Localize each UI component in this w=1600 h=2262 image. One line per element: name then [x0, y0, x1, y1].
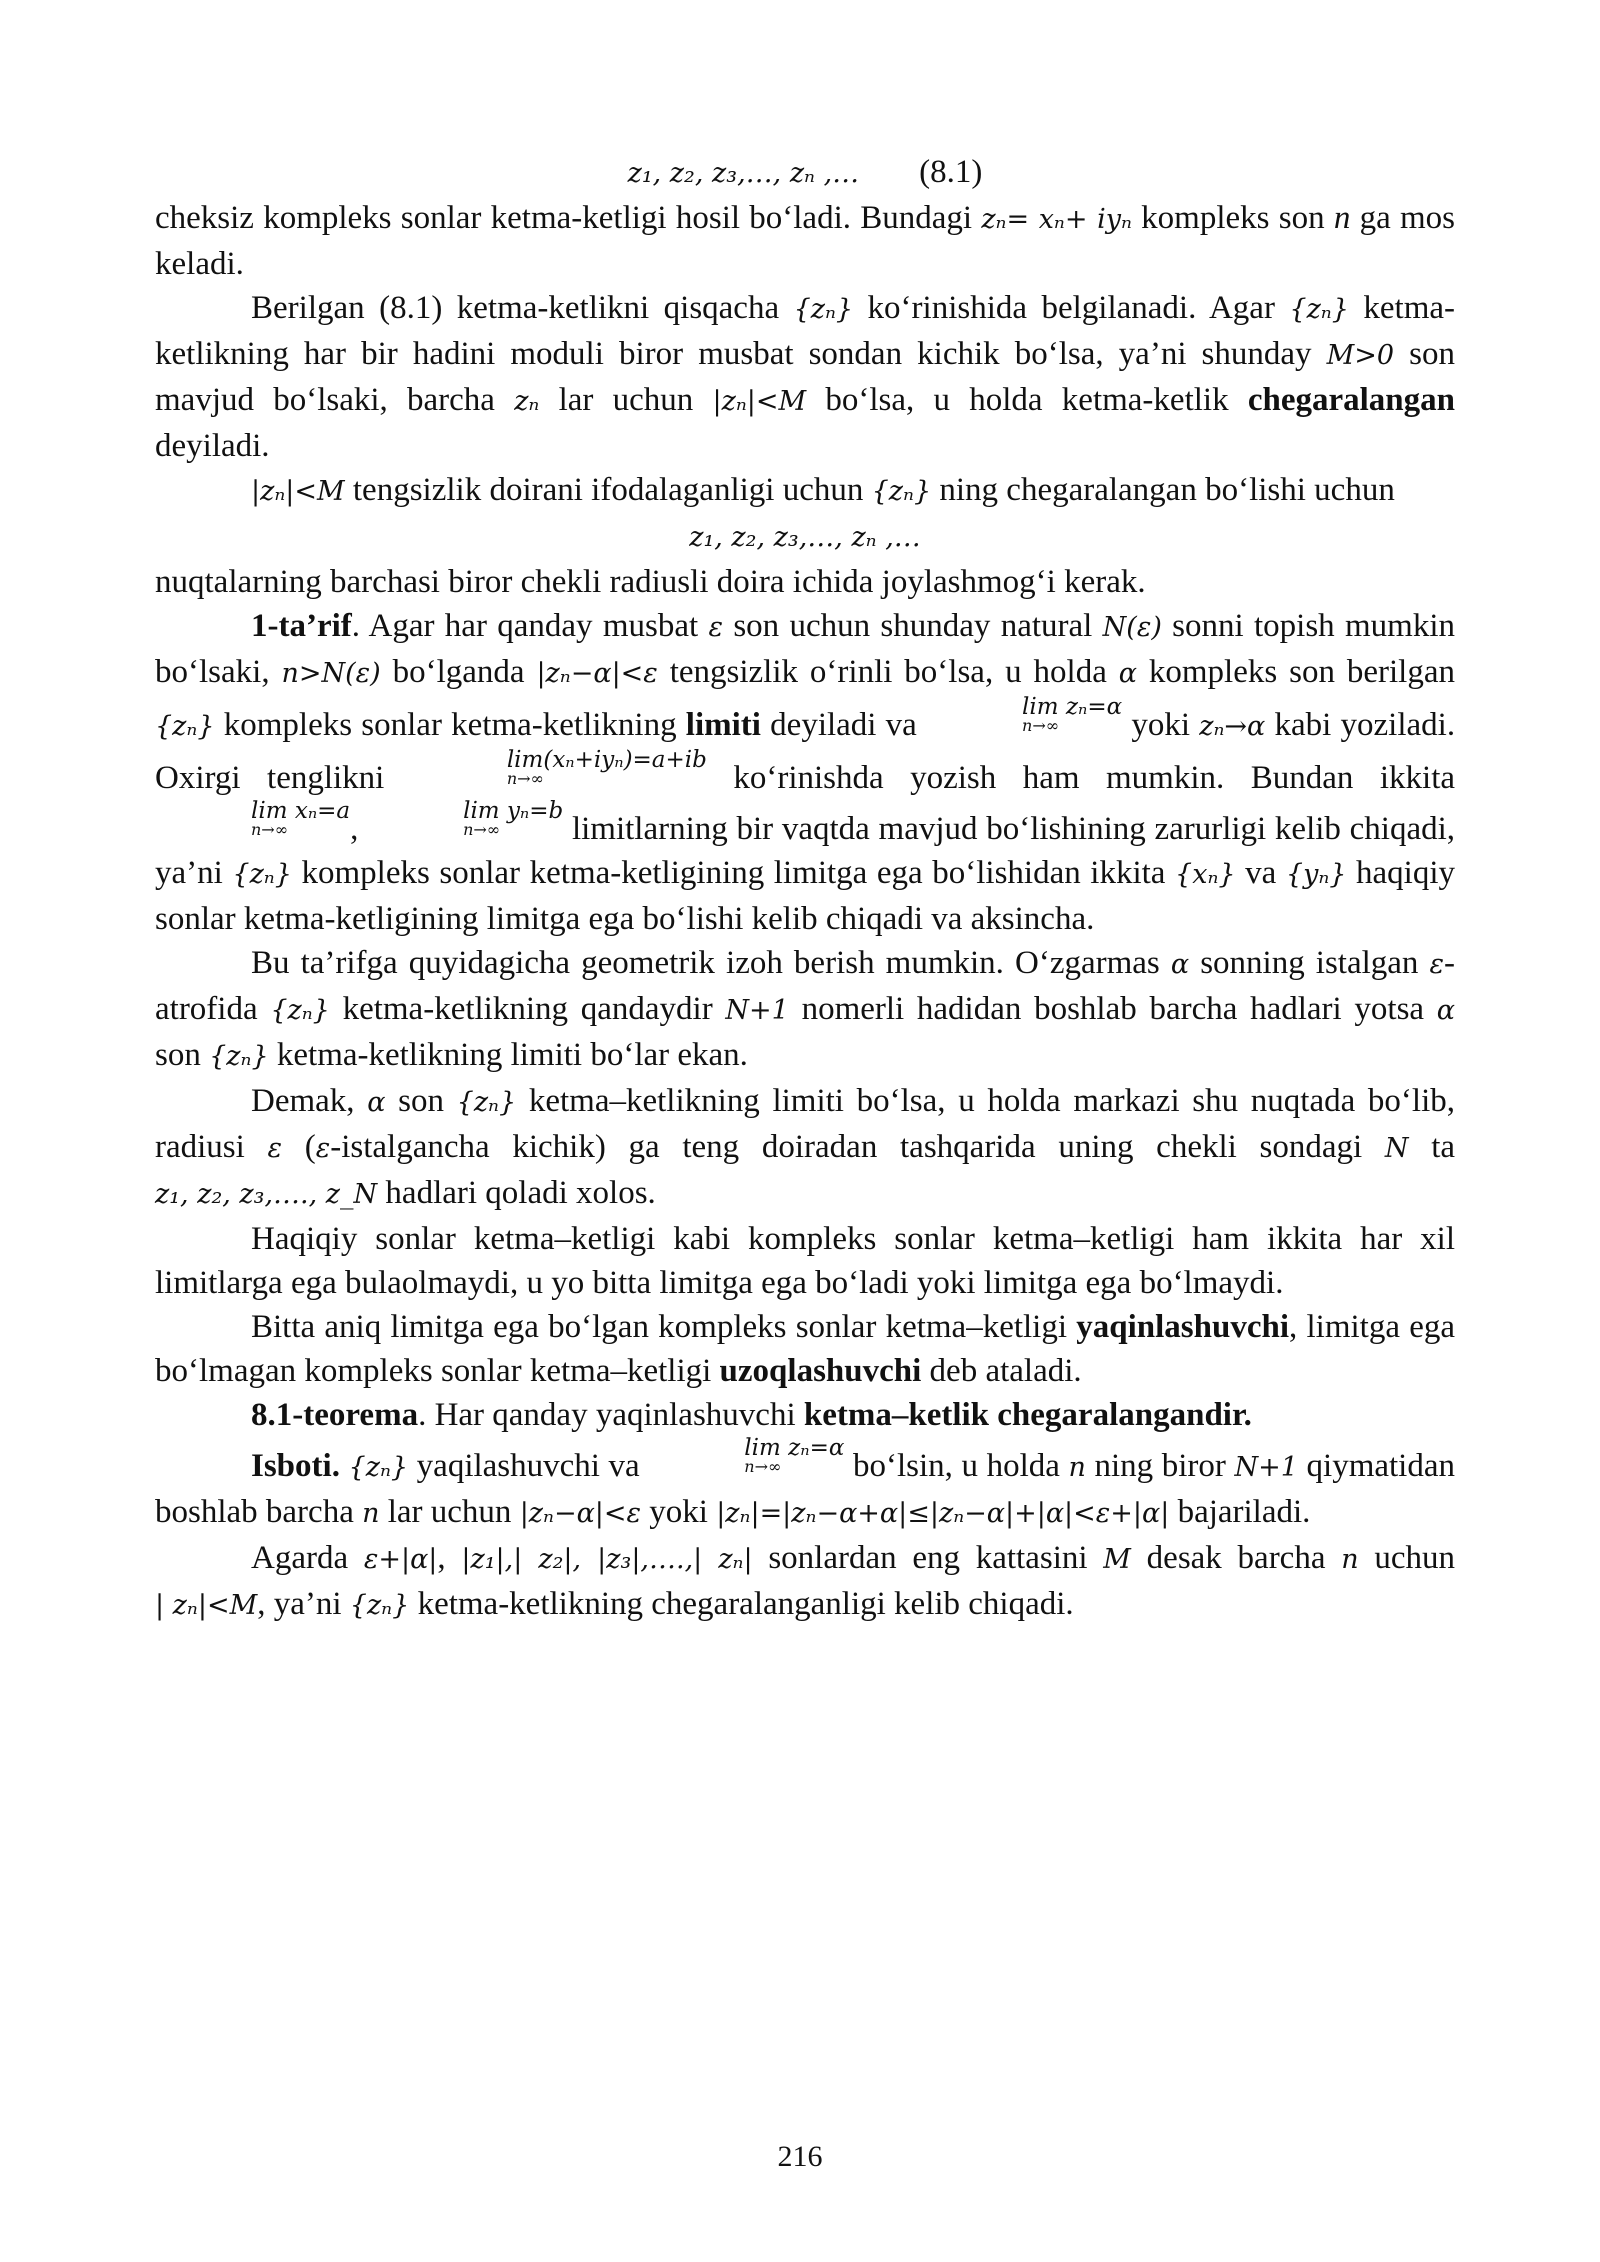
limit-expression-5: lim zₙ=α n→∞	[744, 1435, 845, 1476]
limit-expression-1: lim zₙ=α n→∞	[1022, 694, 1123, 735]
term-chegaralangan: chegaralangan	[1247, 382, 1455, 418]
term-limiti: limiti	[685, 707, 761, 743]
theorem-statement: ketma–ketlik chegaralangandir.	[803, 1397, 1252, 1433]
paragraph-demak: Demak, α son {zₙ} ketma–ketlikning limiti bo‘lsa, u holda markazi shu nuqtada bo‘lib, radiusi ε (ε-istalgancha kichik) ga teng doiradan tashqarida uning chekli sondagi N ta z₁, z₂, z₃,…., z_N hadlari qoladi xolos.	[155, 1083, 1456, 1211]
paragraph-geometric: Bu ta’rifga quyidagicha geometrik izoh berish mumkin. O‘zgarmas α sonning istalgan ε-atrofida {zₙ} ketma-ketlikning qandaydir N+1 nomerli hadidan boshlab barcha hadlari yotsa α son {zₙ} ketma-ketlikning limiti bo‘lar ekan.	[155, 945, 1456, 1073]
paragraph-1: cheksiz kompleks sonlar ketma-ketligi hosil bo‘ladi. Bundagi zₙ= xₙ+ iyₙ kompleks son n ga mos keladi.	[155, 200, 1455, 282]
term-yaqinlashuvchi: yaqinlashuvchi	[1076, 1309, 1290, 1345]
formula-zn: zₙ= xₙ+ iyₙ	[981, 204, 1132, 235]
definition-label: 1-ta’rif	[251, 608, 352, 644]
theorem-label: 8.1-teorema	[251, 1397, 419, 1433]
equation-label: (8.1)	[919, 154, 983, 190]
inequality-chain: |zₙ|=|zₙ−α+α|≤|zₙ−α|+|α|<ε+|α|	[716, 1498, 1170, 1529]
paragraph-2: Berilgan (8.1) ketma-ketlikni qisqacha {zₙ} ko‘rinishida belgilanadi. Agar {zₙ} ketma-ketlikning har bir hadini moduli biror musbat sondan kichik bo‘lsa, ya’ni shunday M>0 son mavjud bo‘lsaki, barcha zₙ lar uchun |zₙ|<M bo‘lsa, u holda ketma-ketlik chegaralangan deyiladi.	[155, 290, 1456, 464]
paragraph-3: |zₙ|<M tengsizlik doirani ifodalaganligi uchun {zₙ} ning chegaralangan bo‘lishi uchun	[251, 472, 1395, 508]
proof-label: Isboti.	[251, 1448, 340, 1484]
proof: Isboti. {zₙ} yaqilashuvchi va lim zₙ=α n→∞ bo‘lsin, u holda n ning biror N+1 qiymatidan boshlab barcha n lar uchun |zₙ−α|<ε yoki |zₙ|=|zₙ−α+α|≤|zₙ−α|+|α|<ε+|α| bajariladi.	[155, 1435, 1455, 1530]
page-number: 216	[777, 2140, 823, 2173]
limit-expression-2: lim(xₙ+iyₙ)=a+ib n→∞	[506, 747, 707, 788]
limit-expression-3: lim xₙ=a n→∞	[251, 798, 351, 839]
equation-8-1	[155, 150, 1455, 196]
paragraph-4: nuqtalarning barchasi biror chekli radiusli doira ichida joylashmog‘i kerak.	[155, 564, 1146, 600]
term-uzoqlashuvchi: uzoqlashuvchi	[719, 1353, 922, 1389]
theorem-8-1: 8.1-teorema. Har qanday yaqinlashuvchi ketma–ketlik chegaralangandir.	[251, 1397, 1252, 1433]
limit-expression-4: lim yₙ=b n→∞	[463, 798, 564, 839]
paragraph-uniqueness: Haqiqiy sonlar ketma–ketligi kabi kompleks sonlar ketma–ketligi ham ikkita har xil limitlarga ega bulaolmaydi, u yo bitta limitga ega bo‘ladi yoki limitga ega bo‘lmaydi.	[155, 1221, 1455, 1301]
sequence-points: z₁, z₂, z₃,…, zₙ ,…	[689, 522, 921, 553]
page-body	[155, 150, 1455, 1628]
definition-1: 1-ta’rif. Agar har qanday musbat ε son uchun shunday natural N(ε) sonni topish mumkin bo‘lsaki, n>N(ε) bo‘lganda |zₙ−α|<ε tengsizlik o‘rinli bo‘lsa, u holda α kompleks son berilgan {zₙ} kompleks sonlar ketma-ketlikning limiti deyiladi va lim zₙ=α n→∞ yoki zₙ→α kabi yoziladi. Oxirgi tenglikni lim(xₙ+iyₙ)=a+ib n→∞ ko‘rinishda yozish ham mumkin. Bundan ikkita lim xₙ=a n→∞ , lim yₙ=b n→∞ limitlarning bir vaqtda mavjud bo‘lishining zarurligi kelib chiqadi, ya’ni {zₙ} kompleks sonlar ketma-ketligining limitga ega bo‘lishidan ikkita {xₙ} va {yₙ} haqiqiy sonlar ketma-ketligining limitga ega bo‘lishi kelib chiqadi va aksincha.	[155, 608, 1456, 937]
paragraph-conclusion: Agarda ε+|α|, |z₁|,| z₂|, |z₃|,….,| zₙ| sonlardan eng kattasini M desak barcha n uchun | zₙ|<M, ya’ni {zₙ} ketma-ketlikning chegaralanganligi kelib chiqadi.	[155, 1540, 1455, 1622]
sequence-formula: z₁, z₂, z₃,…, zₙ ,…	[627, 158, 860, 189]
paragraph-definitions: Bitta aniq limitga ega bo‘lgan kompleks sonlar ketma–ketligi yaqinlashuvchi, limitga ega bo‘lmagan kompleks sonlar ketma–ketligi uzoqlashuvchi deb ataladi.	[155, 1309, 1455, 1389]
